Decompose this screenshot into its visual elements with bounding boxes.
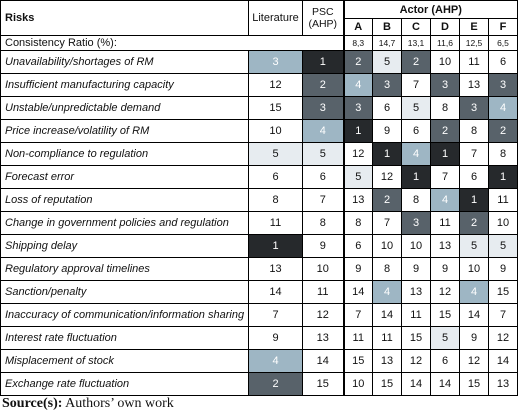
risk-name: Non-compliance to regulation [1, 143, 249, 166]
actor-rank-b: 2 [373, 189, 402, 212]
actor-rank-a: 6 [344, 235, 373, 258]
table-row [1, 373, 518, 396]
actor-rank-d: 5 [431, 327, 460, 350]
actor-rank-a: 1 [344, 120, 373, 143]
actor-rank-c: 8 [402, 189, 431, 212]
table-row [1, 235, 518, 258]
actor-rank-c: 5 [402, 97, 431, 120]
actor-rank-d: 11 [431, 212, 460, 235]
psc-rank: 14 [303, 350, 344, 373]
actor-rank-b: 8 [373, 258, 402, 281]
literature-rank: 13 [249, 258, 303, 281]
actor-rank-b: 13 [373, 350, 402, 373]
actor-rank-b: 9 [373, 120, 402, 143]
psc-header [303, 1, 344, 36]
psc-rank: 13 [303, 327, 344, 350]
actor-rank-d: 8 [431, 97, 460, 120]
actor-rank-a: 15 [344, 350, 373, 373]
table-row [1, 166, 518, 189]
actor-rank-e: 9 [460, 327, 489, 350]
actor-rank-b: 11 [373, 327, 402, 350]
table-row [1, 74, 518, 97]
psc-rank: 12 [303, 304, 344, 327]
table-row [1, 51, 518, 74]
psc-rank: 11 [303, 281, 344, 304]
actor-rank-b: 12 [373, 166, 402, 189]
actor-rank-f: 7 [489, 304, 518, 327]
literature-rank: 14 [249, 281, 303, 304]
psc-header-line2: (AHP) [308, 18, 338, 30]
actor-rank-b: 10 [373, 235, 402, 258]
psc-header-line1: PSC [311, 6, 334, 18]
actor-rank-d: 1 [431, 143, 460, 166]
actor-rank-b: 3 [373, 74, 402, 97]
actor-rank-a: 3 [344, 97, 373, 120]
actor-rank-a: 14 [344, 281, 373, 304]
actor-rank-f: 6 [489, 51, 518, 74]
actor-rank-e: 8 [460, 120, 489, 143]
actor-rank-b: 5 [373, 51, 402, 74]
actor-rank-f: 2 [489, 120, 518, 143]
actor-rank-c: 4 [402, 143, 431, 166]
table-row [1, 327, 518, 350]
psc-rank: 4 [303, 120, 344, 143]
actor-rank-f: 13 [489, 373, 518, 396]
literature-rank: 12 [249, 74, 303, 97]
actor-rank-a: 13 [344, 189, 373, 212]
actor-rank-e: 13 [460, 74, 489, 97]
actor-rank-a: 2 [344, 51, 373, 74]
actor-letter-b: B [373, 19, 402, 36]
literature-rank: 7 [249, 304, 303, 327]
actor-rank-b: 14 [373, 304, 402, 327]
psc-rank: 2 [303, 74, 344, 97]
risk-name: Regulatory approval timelines [1, 258, 249, 281]
consistency-value: 8,3 [344, 36, 373, 51]
actor-rank-d: 6 [431, 350, 460, 373]
literature-rank: 4 [249, 350, 303, 373]
actor-rank-b: 7 [373, 212, 402, 235]
literature-header: Literature [249, 1, 303, 36]
actor-letter-c: C [402, 19, 431, 36]
actor-rank-c: 2 [402, 51, 431, 74]
actor-rank-d: 3 [431, 74, 460, 97]
actor-rank-b: 6 [373, 97, 402, 120]
literature-rank: 1 [249, 235, 303, 258]
risk-name: Unavailability/shortages of RM [1, 51, 249, 74]
actor-letter-f: F [489, 19, 518, 36]
literature-rank: 15 [249, 97, 303, 120]
table-row [1, 212, 518, 235]
risk-name: Exchange rate fluctuation [1, 373, 249, 396]
table-row [1, 281, 518, 304]
risk-name: Sanction/penalty [1, 281, 249, 304]
actor-rank-e: 12 [460, 350, 489, 373]
table-row [1, 189, 518, 212]
actor-rank-e: 11 [460, 51, 489, 74]
actor-letter-e: E [460, 19, 489, 36]
actor-rank-b: 1 [373, 143, 402, 166]
actor-letter-a: A [344, 19, 373, 36]
actor-rank-a: 12 [344, 143, 373, 166]
psc-rank: 10 [303, 258, 344, 281]
literature-rank: 3 [249, 51, 303, 74]
risk-name: Shipping delay [1, 235, 249, 258]
actor-rank-a: 10 [344, 373, 373, 396]
actor-rank-c: 6 [402, 120, 431, 143]
actor-rank-c: 7 [402, 74, 431, 97]
table-body [1, 36, 518, 396]
psc-rank: 5 [303, 143, 344, 166]
actor-rank-f: 14 [489, 350, 518, 373]
source-note [2, 396, 174, 412]
actor-rank-c: 1 [402, 166, 431, 189]
literature-rank: 6 [249, 166, 303, 189]
actor-rank-d: 13 [431, 235, 460, 258]
risk-name: Insufficient manufacturing capacity [1, 74, 249, 97]
literature-rank: 8 [249, 189, 303, 212]
actor-rank-c: 13 [402, 281, 431, 304]
actor-rank-e: 14 [460, 304, 489, 327]
actor-rank-a: 9 [344, 258, 373, 281]
consistency-value: 14,7 [373, 36, 402, 51]
psc-rank: 9 [303, 235, 344, 258]
psc-rank: 7 [303, 189, 344, 212]
source-text: Authors’ own work [65, 396, 174, 411]
actor-rank-d: 2 [431, 120, 460, 143]
consistency-value: 6,5 [489, 36, 518, 51]
actor-rank-e: 5 [460, 235, 489, 258]
actor-rank-f: 12 [489, 327, 518, 350]
actor-rank-f: 8 [489, 143, 518, 166]
actor-rank-c: 15 [402, 327, 431, 350]
psc-rank: 8 [303, 212, 344, 235]
actor-rank-a: 7 [344, 304, 373, 327]
actor-rank-c: 11 [402, 304, 431, 327]
literature-rank: 11 [249, 212, 303, 235]
risk-name: Change in government policies and regulation [1, 212, 249, 235]
actor-rank-f: 4 [489, 97, 518, 120]
psc-rank: 15 [303, 373, 344, 396]
risk-name: Loss of reputation [1, 189, 249, 212]
literature-rank: 9 [249, 327, 303, 350]
consistency-label: Consistency Ratio (%): [1, 36, 344, 51]
risk-name: Misplacement of stock [1, 350, 249, 373]
psc-rank: 1 [303, 51, 344, 74]
risk-name: Forecast error [1, 166, 249, 189]
table-row [1, 350, 518, 373]
actor-rank-d: 7 [431, 166, 460, 189]
actor-rank-f: 9 [489, 258, 518, 281]
source-label: Source(s): [2, 396, 63, 411]
consistency-row [1, 36, 518, 51]
table-row [1, 258, 518, 281]
table-row [1, 304, 518, 327]
actor-rank-d: 10 [431, 51, 460, 74]
actor-rank-f: 3 [489, 74, 518, 97]
table-row [1, 120, 518, 143]
risk-name: Unstable/unpredictable demand [1, 97, 249, 120]
risks-header: Risks [1, 1, 249, 36]
actor-rank-e: 10 [460, 258, 489, 281]
actor-rank-b: 4 [373, 281, 402, 304]
risk-name: Price increase/volatility of RM [1, 120, 249, 143]
actor-rank-d: 4 [431, 189, 460, 212]
actor-letter-d: D [431, 19, 460, 36]
actor-rank-f: 11 [489, 189, 518, 212]
actor-rank-c: 9 [402, 258, 431, 281]
actor-rank-f: 15 [489, 281, 518, 304]
actor-rank-e: 6 [460, 166, 489, 189]
actor-rank-f: 10 [489, 212, 518, 235]
actor-rank-e: 15 [460, 373, 489, 396]
actor-header: Actor (AHP) [344, 1, 518, 19]
consistency-value: 13,1 [402, 36, 431, 51]
actor-rank-d: 15 [431, 304, 460, 327]
actor-rank-e: 1 [460, 189, 489, 212]
consistency-value: 11,6 [431, 36, 460, 51]
actor-rank-d: 9 [431, 258, 460, 281]
actor-rank-e: 4 [460, 281, 489, 304]
actor-rank-c: 14 [402, 373, 431, 396]
actor-rank-c: 10 [402, 235, 431, 258]
risk-name: Inaccuracy of communication/information sharing [1, 304, 249, 327]
actor-rank-d: 12 [431, 281, 460, 304]
actor-rank-e: 7 [460, 143, 489, 166]
table-row [1, 97, 518, 120]
actor-rank-c: 3 [402, 212, 431, 235]
actor-rank-b: 15 [373, 373, 402, 396]
actor-rank-c: 12 [402, 350, 431, 373]
psc-rank: 6 [303, 166, 344, 189]
actor-rank-f: 5 [489, 235, 518, 258]
table-row [1, 143, 518, 166]
risk-name: Interest rate fluctuation [1, 327, 249, 350]
actor-rank-a: 8 [344, 212, 373, 235]
consistency-value: 12,5 [460, 36, 489, 51]
actor-rank-f: 1 [489, 166, 518, 189]
actor-rank-d: 14 [431, 373, 460, 396]
psc-rank: 3 [303, 97, 344, 120]
literature-rank: 2 [249, 373, 303, 396]
literature-rank: 10 [249, 120, 303, 143]
literature-rank: 5 [249, 143, 303, 166]
actor-rank-a: 5 [344, 166, 373, 189]
actor-rank-a: 4 [344, 74, 373, 97]
actor-rank-e: 3 [460, 97, 489, 120]
actor-rank-a: 11 [344, 327, 373, 350]
actor-rank-e: 2 [460, 212, 489, 235]
